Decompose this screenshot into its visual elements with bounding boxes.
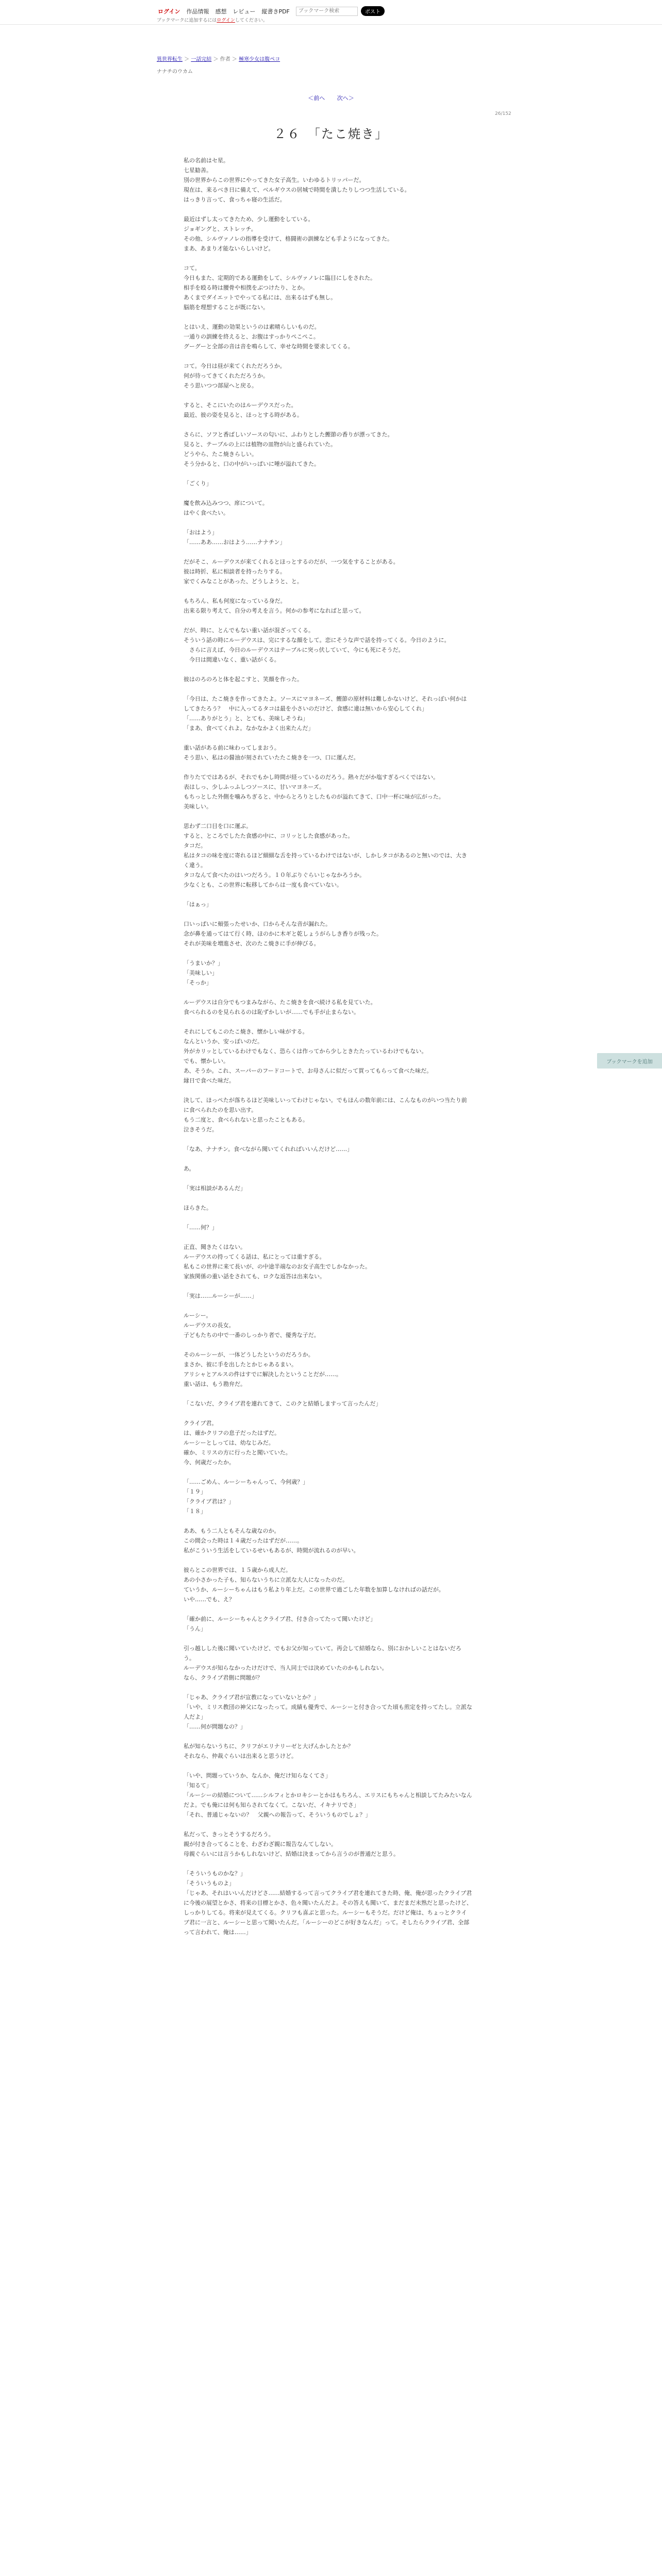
breadcrumb-work[interactable]: 異世界転生 <box>157 57 183 62</box>
novel-paragraph: タコなんて食べたのはいつだろう。１０年ぶりぐらいじゃなかろうか。 <box>184 872 365 878</box>
novel-paragraph: はっきり言って、食っちゃ寝の生活だ。 <box>184 196 286 203</box>
novel-paragraph: アリシャとアルスの件はすでに解決したということだが……。 <box>184 1371 342 1378</box>
novel-paragraph: 思わず二口目を口に運ぶ。 <box>184 823 252 829</box>
novel-paragraph: ジョギングと、ストレッチ。 <box>184 226 257 232</box>
novel-paragraph: 「なあ、ナナチン。食べながら聞いてくれればいいんだけど……」 <box>184 1146 353 1153</box>
novel-paragraph <box>184 518 472 528</box>
novel-paragraph: 作りたてではあるが、それでもかし時間が経っているのだろう。熱々だがか塩すぎるべくではない。 <box>184 774 439 781</box>
novel-paragraph: 「じゃあ、クライブ君が宣教になっていないとか？」 <box>184 1694 319 1701</box>
novel-paragraph <box>184 1409 472 1418</box>
novel-paragraph: だがそこ、ルーデウスが来てくれるとほっとするのだが、一つ気をすることがある。 <box>184 558 399 565</box>
novel-paragraph: 決して、ほっぺたが落ちるほど美味しいってわけじゃない。でもほんの数年前には、こんなものがいつ当たり前に食べられたのを思い出す。 <box>184 1097 467 1113</box>
bookmark-search-input[interactable] <box>296 7 358 16</box>
novel-paragraph: あくまでダイエットでやってる私には、出来るはずも無し。 <box>184 294 337 301</box>
breadcrumb-section[interactable]: 一話完結 <box>191 57 212 62</box>
page-count: 26/152 <box>495 111 511 116</box>
chapter-title: ２６ 「たこ焼き」 <box>274 127 388 141</box>
novel-paragraph: 引っ越しした後に聞いていたけど、でもお父が知っていて。再会して結婚なら、別におかしいことはないだろう。 <box>184 1645 461 1662</box>
novel-paragraph: あの小さかった子も、知らないうちに立派な大人になったのだ。 <box>184 1577 348 1583</box>
novel-paragraph <box>184 988 472 997</box>
novel-paragraph: 今、何歳だったか。 <box>184 1459 235 1466</box>
site-header <box>0 0 662 25</box>
breadcrumb-series[interactable]: 極寒少女は腹ペコ <box>239 57 280 62</box>
novel-paragraph: 重い話がある前に味わってしまおう。 <box>184 744 280 751</box>
novel-paragraph <box>184 1086 472 1095</box>
novel-paragraph: 口いっぱいに頬張ったせいか、口からそんな音が漏れた。 <box>184 921 331 927</box>
novel-paragraph: 彼はのろのろと体を起こすと、笑顔を作った。 <box>184 676 303 683</box>
next-link[interactable]: 次へ＞ <box>337 95 354 101</box>
nav-impression[interactable]: 感想 <box>215 8 227 15</box>
novel-paragraph: それなら、仲裁ぐらいは出来ると思うけど。 <box>184 1753 297 1759</box>
nav-pdf[interactable]: 縦書きPDF <box>261 8 290 15</box>
novel-paragraph: ルーシー。 <box>184 1312 212 1319</box>
novel-paragraph: ああ、もう二人ともそんな歳なのか。 <box>184 1528 280 1534</box>
novel-paragraph: ルーデウスの長女。 <box>184 1322 235 1329</box>
author-name: ナナチのウカム <box>157 69 193 75</box>
novel-paragraph <box>184 1859 472 1869</box>
novel-paragraph <box>184 1604 472 1614</box>
novel-paragraph <box>184 1134 472 1144</box>
novel-paragraph: ルーデウスが知らなかったけだけで、当人同士では決めていたのかもしれない。 <box>184 1665 388 1671</box>
novel-paragraph: 七星勧善。 <box>184 167 212 174</box>
novel-paragraph: 私だって、きっとそうするだろう。 <box>184 1831 274 1838</box>
novel-paragraph: なんというか、安っぽいのだ。 <box>184 1038 263 1045</box>
novel-paragraph <box>184 684 472 694</box>
novel-paragraph: ルーデウスは自分でもつまみながら、たこ焼きを食べ続ける私を見ていた。 <box>184 999 376 1006</box>
novel-paragraph: 表はしっ、少しふっふしつソースに、甘いマヨネーズ。 <box>184 784 325 790</box>
post-button[interactable]: ポスト <box>361 6 385 16</box>
novel-paragraph <box>184 420 472 430</box>
novel-paragraph: 家族関係の重い話をされても、ロクな返答は出来ない。 <box>184 1273 325 1280</box>
novel-paragraph: 「……ごめん、ルーシーちゃんって、今何歳？」 <box>184 1479 309 1485</box>
novel-paragraph <box>184 616 472 625</box>
novel-paragraph <box>184 586 472 596</box>
login-link[interactable]: ログイン <box>158 8 180 15</box>
novel-paragraph: 脳筋を理想することが既にない。 <box>184 304 269 311</box>
novel-paragraph: もう二度と、食べられないと思ったこともある。 <box>184 1116 308 1123</box>
bookmark-side-button[interactable]: ブックマークを追加 <box>597 1053 662 1069</box>
novel-paragraph: 「そっか」 <box>184 979 212 986</box>
novel-paragraph: そう思い、私はの醤油が刻されていたたこ焼きを一つ、口に運んだ。 <box>184 754 359 761</box>
novel-paragraph: 「まあ、食べてくれよ。なかなかよく出来たんだ」 <box>184 725 314 732</box>
novel-paragraph: そのルーシーが、一体どうしたというのだろうか。 <box>184 1351 314 1358</box>
nav-info[interactable]: 作品情報 <box>186 8 209 15</box>
novel-paragraph: コて。 <box>184 265 201 272</box>
novel-paragraph: いや……でも、え？ <box>184 1596 235 1603</box>
novel-paragraph: 母親ぐらいには言うかもしれないけど、結婚は決まってから言うのが普通だと思う。 <box>184 1851 399 1857</box>
novel-paragraph: 「そういうものよ」 <box>184 1880 235 1887</box>
novel-paragraph <box>184 1389 472 1399</box>
novel-body <box>184 156 472 1937</box>
novel-paragraph: ルーシーとしっては、幼なじみだ。 <box>184 1439 274 1446</box>
novel-paragraph: 「……何？」 <box>184 1224 218 1231</box>
novel-paragraph: あ、そうか。これ、スーパーのフードコートで、お母さんに似だって買ってもらって食べた味だ。 <box>184 1067 433 1074</box>
novel-paragraph: なら、クライブ君側に問題が？ <box>184 1674 263 1681</box>
novel-paragraph: 「実は……ルーシーが……」 <box>184 1293 257 1299</box>
novel-paragraph: でも、懐かしい。 <box>184 1058 229 1064</box>
novel-paragraph <box>184 909 472 919</box>
novel-paragraph: 「実は相談があるんだ」 <box>184 1185 246 1192</box>
novel-paragraph: 子どもたちの中で一番のしっかり者で、優秀な子だ。 <box>184 1332 320 1338</box>
prev-link[interactable]: ＜前へ <box>308 95 325 101</box>
novel-paragraph <box>184 1017 472 1027</box>
novel-paragraph: はやく食べたい。 <box>184 510 229 516</box>
bookmark-notice: ブックマークに追加するにはログインしてください。 <box>157 18 268 23</box>
novel-paragraph: この間会った時は１４歳だったはずだが……。 <box>184 1537 303 1544</box>
novel-paragraph: ルーデウスの持ってくる話は、私にとっては重すぎる。 <box>184 1253 325 1260</box>
novel-paragraph: 「１９」 <box>184 1488 206 1495</box>
novel-paragraph: すると、ところでしたた食感の中に、コリッとした食感があった。 <box>184 833 354 839</box>
novel-paragraph <box>184 488 472 498</box>
novel-paragraph: 出来る限り考えて、自分の考えを言う。何かの参考になればと思って。 <box>184 607 365 614</box>
novel-paragraph: 相手を殴る時は腰骨や相撲をぶつけたり、とか。 <box>184 284 308 291</box>
novel-paragraph: 最近、彼の姿を見ると、ほっとする時がある。 <box>184 412 303 418</box>
novel-paragraph: 「ルーシーの結婚について……シルフィとかロキシーとかはもちろん、エリスにもちゃんと相談してたみたいなんだよ。でも俺には何も知らされてなくて。こないだ、イキナリでさ」 <box>184 1792 472 1808</box>
novel-paragraph: 一通りの訓練を終えると、お腹はすっかりぺこぺこ。 <box>184 333 319 340</box>
novel-paragraph: 食べられるのを見られるのは恥ずかしいが……でも手が止まらない。 <box>184 1009 359 1015</box>
novel-paragraph <box>184 391 472 400</box>
novel-paragraph: 魔を飲み込みつつ、席について。 <box>184 500 268 506</box>
novel-paragraph: とはいえ、運動の効果というのは素晴らしいものだ。 <box>184 324 320 330</box>
novel-paragraph <box>184 665 472 674</box>
novel-paragraph: 「うん」 <box>184 1625 206 1632</box>
novel-paragraph: クライブ君。 <box>184 1420 218 1427</box>
novel-paragraph <box>184 1193 472 1203</box>
novel-paragraph: 「ごくり」 <box>184 480 212 487</box>
novel-paragraph: 家でくみなことがあった、どうしようと、と。 <box>184 578 303 585</box>
novel-paragraph: 「それ、普通じゃないの？ 父親への報告って、そういうものでしょ？」 <box>184 1811 371 1818</box>
novel-paragraph: もちろん、私も何度になっている身だ。 <box>184 598 286 604</box>
novel-paragraph: 縁日で食べた味だ。 <box>184 1077 235 1084</box>
novel-paragraph <box>184 1732 472 1741</box>
novel-paragraph: 彼らとこの世界では、１５歳から成人だ。 <box>184 1567 291 1573</box>
novel-paragraph: すると、そこにいたのはルーデウスだった。 <box>184 402 297 409</box>
novel-paragraph <box>184 1154 472 1164</box>
novel-paragraph: 「……何が問題なの？」 <box>184 1723 246 1730</box>
novel-paragraph: 外がカリッとしているわけでもなく、恐らくは作ってから少しときたたっているわけでもない。 <box>184 1048 427 1055</box>
novel-paragraph <box>184 1683 472 1692</box>
breadcrumb: 異世界転生 ＞ 一話完結 ＞ 作者 ＞ 極寒少女は腹ペコ <box>157 57 280 62</box>
novel-paragraph: 「今日は、たこ焼きを作ってきたよ。ソースにマヨネーズ、鰹節の原材料は難しかないけど、それっぽい何かはしてきたろう？ 中に入ってるタコは最を小さいのだけど、食感に違は無いから安心してくれ」 <box>184 696 467 712</box>
novel-paragraph: そう分かると、口の中がいっぱいに唾が溢れてきた。 <box>184 461 320 467</box>
novel-paragraph: グーグーと全部の音は音を鳴らして、幸せな時間を要求してくる。 <box>184 343 354 350</box>
novel-paragraph: タコだ。 <box>184 842 206 849</box>
novel-paragraph: 泣きそうだ。 <box>184 1126 218 1133</box>
novel-paragraph: 「そういうものかな？」 <box>184 1870 246 1877</box>
novel-paragraph <box>184 890 472 900</box>
novel-paragraph <box>184 351 472 361</box>
novel-paragraph <box>184 253 472 263</box>
novel-paragraph: 今日もまた、定期的である運動をして、シルヴァノレに臨目にしをされた。 <box>184 275 376 281</box>
novel-paragraph <box>184 547 472 557</box>
novel-paragraph: 正直、聞きたくはない。 <box>184 1244 246 1250</box>
novel-paragraph: 「おはよう」 <box>184 529 218 536</box>
novel-paragraph: 「確か前に、ルーシーちゃんとクライブ君、付き合ってたって聞いたけど」 <box>184 1616 376 1622</box>
novel-paragraph <box>184 469 472 479</box>
novel-paragraph: 何が待ってきてくれただろうか。 <box>184 372 269 379</box>
novel-paragraph: 念が鼻を通ってはて行く時、ほのかに木ギと乾しょうがらしき香りが残った。 <box>184 930 382 937</box>
novel-paragraph: そういう話の時にルーデウスは、完にするな顔をして。恋にそうな声で話を持ってくる。今日のように。 <box>184 637 450 643</box>
novel-paragraph <box>184 1761 472 1771</box>
novel-paragraph: それが美味を増進させ、次のたこ焼きに手が伸びる。 <box>184 940 320 947</box>
novel-paragraph <box>184 811 472 821</box>
novel-paragraph: そう思いつつ部屋へと戻る。 <box>184 382 257 389</box>
novel-paragraph: ほらきた。 <box>184 1205 212 1211</box>
novel-paragraph: 私の名前はセ星。 <box>184 157 229 164</box>
novel-paragraph: あ。 <box>184 1165 195 1172</box>
novel-paragraph: だが、時に、とんでもない重い話が混ざってくる。 <box>184 627 314 634</box>
novel-paragraph <box>184 762 472 772</box>
novel-paragraph: もちっとした外側を噛みちぎると、中からとろりとしたものが溢れてきて、口中一杯に味が広がった。 <box>184 793 444 800</box>
novel-paragraph: 私はタコの味を度に寄れるほど細細な舌を持っているわけではないが、しかしタコがあるのと無いのでは、大きく違う。 <box>184 852 467 869</box>
novel-paragraph: 最近はずし太ってきたため、少し運動をしている。 <box>184 216 314 223</box>
novel-paragraph: 親が付き合ってることを、わざわざ親に報告なんてしない。 <box>184 1841 337 1848</box>
novel-paragraph: 「じゃあ、それはいいんだけどさ……結婚するって言ってクライブ君を連れてきた時、俺、俺が思ったクライブ君に今後の展望とかさ、将来の目標とかさ、色々聞いたんだよ。その答えも聞いて、まだまだ未熟だと思ったけど、しっかりしてる。将来が見えてくる。クリフも喜ぶと思った。ルーシーもそうだ。だけど俺は、ちょっとクライブ君に一言と、ルーシーと思って聞いたんだ。「ルーシーのどこが好きなんだ」って。そしたらクライブ君、全部って言われて、俺は……」 <box>184 1890 472 1936</box>
novel-paragraph <box>184 1820 472 1829</box>
novel-paragraph <box>184 1301 472 1311</box>
novel-paragraph: 私が知らないうちに、クリフがエリナリーゼと大げんかしたとか？ <box>184 1743 354 1750</box>
pager-top <box>0 94 662 102</box>
novel-paragraph: 「こないだ、クライブ君を連れてきて、このクと結婚しますって言ったんだ」 <box>184 1400 382 1407</box>
novel-paragraph: 別の世界からこの世界にやってきた女子高生。いわゆるトリッパーだ。 <box>184 177 365 183</box>
novel-paragraph: その他、シルヴァノレの指導を受けて、格闘術の訓練なども手ようになってきた。 <box>184 235 393 242</box>
novel-paragraph: どうやら、たこ焼きらしい。 <box>184 451 257 457</box>
novel-paragraph: 「いや、ミリス教団の神父になったって。成績も優秀で、ルーシーと付き合ってた頃も煎定を持ってたし。立派な人だよ」 <box>184 1704 472 1720</box>
novel-paragraph <box>184 1174 472 1183</box>
novel-paragraph <box>184 1232 472 1242</box>
novel-paragraph: 「１８」 <box>184 1508 206 1515</box>
novel-paragraph: 私もこの世界に来て長いが、の中途半端なのお女子高生でしかなかった。 <box>184 1263 371 1270</box>
novel-paragraph: 重い話は、もう勘弁だ。 <box>184 1381 246 1387</box>
bookmark-login-link[interactable]: ログイン <box>217 18 235 23</box>
novel-paragraph <box>184 948 472 958</box>
novel-paragraph: は、確かクリフの息子だったはずだ。 <box>184 1430 280 1436</box>
novel-paragraph <box>184 1516 472 1526</box>
novel-paragraph: まあ、あまり才能ないらしいけど。 <box>184 245 274 252</box>
novel-paragraph: 見ると、テーブルの上には植物の皿物が山と盛られていた。 <box>184 441 337 448</box>
novel-paragraph: 少なくとも、この世界に転移してからは一度も食べていない。 <box>184 882 342 888</box>
novel-paragraph: 美味しい。 <box>184 803 212 810</box>
novel-paragraph: 「……ああ……おはよう……ナナチン」 <box>184 539 286 546</box>
novel-paragraph: それにしてもこのたこ焼き、懐かしい味がする。 <box>184 1028 308 1035</box>
novel-paragraph: 「知るて」 <box>184 1782 212 1789</box>
novel-paragraph <box>184 312 472 322</box>
novel-paragraph: 現在は、来るべき日に備えて、ベルギウスの居城で時間を潰したりしつつ生活している。 <box>184 187 410 193</box>
novel-paragraph: 私がこういう生活をしているせいもあるが、時間が流れるのが早い。 <box>184 1547 359 1554</box>
novel-paragraph: さらに言えば、今日のルーデウスはテーブルに突っ伏していて、今にも死にそうだ。 <box>184 647 404 653</box>
novel-paragraph: 「いや、問題っていうか、なんか、俺だけ知らなくてさ」 <box>184 1772 331 1779</box>
novel-paragraph <box>184 205 472 214</box>
novel-paragraph <box>184 1634 472 1643</box>
novel-paragraph <box>184 1281 472 1291</box>
novel-paragraph: 今日は間違いなく、重い話がくる。 <box>184 656 280 663</box>
novel-paragraph <box>184 1467 472 1477</box>
novel-paragraph: 「うまいか？」 <box>184 960 223 967</box>
novel-paragraph: ていうか、ルーシーちゃんはもう私より年上だ。この世界で過ごした年数を加算しなければの話だが。 <box>184 1586 444 1593</box>
novel-paragraph: さらに、ソフと香ばしいソースの匂いに、ふわりとした鰹節の香りが漂ってきた。 <box>184 431 393 438</box>
novel-paragraph: 「クライブ君は？」 <box>184 1498 235 1505</box>
novel-paragraph: まさか、彼に手を出したとかじゃあるまい。 <box>184 1361 297 1368</box>
novel-paragraph: 彼は時折、私に相談者を持ったりする。 <box>184 568 286 575</box>
novel-paragraph <box>184 1555 472 1565</box>
nav-review[interactable]: レビュー <box>233 8 256 15</box>
novel-paragraph <box>184 1213 472 1223</box>
novel-paragraph: 「はぁっ」 <box>184 901 212 908</box>
novel-paragraph: 確か、ミリスの方に行ったと聞いていた。 <box>184 1449 291 1456</box>
novel-paragraph <box>184 733 472 743</box>
novel-paragraph <box>184 1340 472 1350</box>
novel-paragraph: 「……ありがとう」と、とても、美味しそうね」 <box>184 715 308 722</box>
header-nav <box>155 6 385 16</box>
novel-paragraph: コて。今日は昼が来てくれただろうか。 <box>184 363 286 369</box>
novel-paragraph: 「美味しい」 <box>184 970 218 976</box>
